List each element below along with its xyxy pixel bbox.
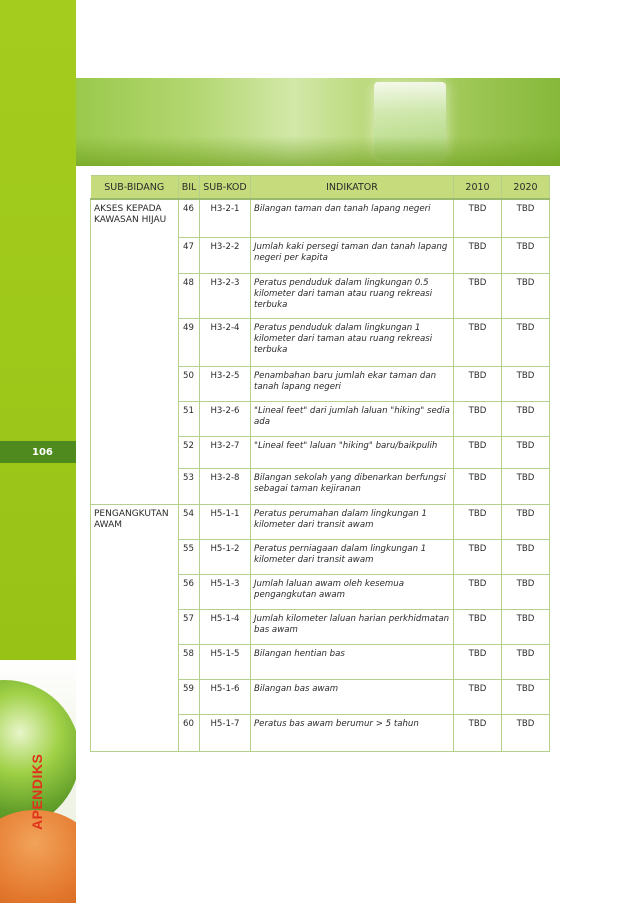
cell-2010: TBD <box>454 539 502 574</box>
cell-sub-bidang <box>91 574 179 609</box>
cell-sub-kod: H5-1-2 <box>200 539 251 574</box>
table-row <box>91 609 550 644</box>
cell-bil: 48 <box>179 273 200 318</box>
cell-sub-bidang: AKSES KEPADA KAWASAN HIJAU <box>91 199 179 237</box>
cell-indikator: Jumlah kaki persegi taman dan tanah lapang negeri per kapita <box>251 237 454 273</box>
cell-sub-bidang <box>91 318 179 366</box>
cell-2020: TBD <box>502 273 550 318</box>
cell-2020: TBD <box>502 644 550 679</box>
cell-2020: TBD <box>502 609 550 644</box>
cell-sub-kod: H5-1-7 <box>200 714 251 751</box>
cell-sub-kod: H5-1-5 <box>200 644 251 679</box>
cell-indikator: Peratus perniagaan dalam lingkungan 1 kilometer dari transit awam <box>251 539 454 574</box>
cell-sub-bidang <box>91 714 179 751</box>
header-2010: 2010 <box>454 176 502 200</box>
cell-2020: TBD <box>502 679 550 714</box>
cell-2010: TBD <box>454 401 502 436</box>
page-number: 106 <box>0 441 76 463</box>
header-indikator: INDIKATOR <box>251 176 454 200</box>
cell-sub-bidang <box>91 401 179 436</box>
cell-sub-kod: H3-2-8 <box>200 468 251 504</box>
header-banner-image <box>76 78 560 166</box>
cell-2010: TBD <box>454 436 502 468</box>
table-row <box>91 436 550 468</box>
cell-sub-kod: H3-2-2 <box>200 237 251 273</box>
cell-bil: 51 <box>179 401 200 436</box>
table-row <box>91 714 550 751</box>
cell-2020: TBD <box>502 237 550 273</box>
cell-2020: TBD <box>502 714 550 751</box>
cell-bil: 57 <box>179 609 200 644</box>
cell-indikator: Peratus penduduk dalam lingkungan 1 kilometer dari taman atau ruang rekreasi terbuka <box>251 318 454 366</box>
cell-indikator: Bilangan sekolah yang dibenarkan berfungsi sebagai taman kejiranan <box>251 468 454 504</box>
cell-indikator: Peratus perumahan dalam lingkungan 1 kilometer dari transit awam <box>251 504 454 539</box>
cell-2020: TBD <box>502 199 550 237</box>
table-row <box>91 366 550 401</box>
cell-indikator: Bilangan hentian bas <box>251 644 454 679</box>
cell-2010: TBD <box>454 468 502 504</box>
table-row <box>91 401 550 436</box>
cell-sub-kod: H3-2-5 <box>200 366 251 401</box>
cell-bil: 58 <box>179 644 200 679</box>
header-bil: BIL <box>179 176 200 200</box>
table-row <box>91 468 550 504</box>
cell-bil: 56 <box>179 574 200 609</box>
header-2020: 2020 <box>502 176 550 200</box>
cell-indikator: Bilangan taman dan tanah lapang negeri <box>251 199 454 237</box>
cell-sub-kod: H3-2-3 <box>200 273 251 318</box>
cell-indikator: Peratus penduduk dalam lingkungan 0.5 kilometer dari taman atau ruang rekreasi terbuka <box>251 273 454 318</box>
cell-bil: 53 <box>179 468 200 504</box>
cell-sub-kod: H3-2-1 <box>200 199 251 237</box>
cell-2020: TBD <box>502 401 550 436</box>
cell-indikator: Jumlah kilometer laluan harian perkhidmatan bas awam <box>251 609 454 644</box>
header-sub-kod: SUB-KOD <box>200 176 251 200</box>
cell-sub-kod: H5-1-3 <box>200 574 251 609</box>
cell-bil: 60 <box>179 714 200 751</box>
cell-sub-kod: H5-1-4 <box>200 609 251 644</box>
cell-2020: TBD <box>502 539 550 574</box>
cell-2010: TBD <box>454 504 502 539</box>
cell-bil: 59 <box>179 679 200 714</box>
cell-indikator: Peratus bas awam berumur > 5 tahun <box>251 714 454 751</box>
cell-sub-kod: H5-1-6 <box>200 679 251 714</box>
cell-sub-bidang <box>91 468 179 504</box>
cell-2010: TBD <box>454 318 502 366</box>
table-row <box>91 539 550 574</box>
cell-sub-kod: H5-1-1 <box>200 504 251 539</box>
cell-indikator: Jumlah laluan awam oleh kesemua pengangkutan awam <box>251 574 454 609</box>
cell-2010: TBD <box>454 714 502 751</box>
cell-bil: 54 <box>179 504 200 539</box>
cell-2020: TBD <box>502 436 550 468</box>
cell-indikator: Bilangan bas awam <box>251 679 454 714</box>
cell-bil: 52 <box>179 436 200 468</box>
cell-sub-bidang <box>91 273 179 318</box>
cell-sub-kod: H3-2-7 <box>200 436 251 468</box>
header-sub-bidang: SUB-BIDANG <box>91 176 179 200</box>
cell-2010: TBD <box>454 237 502 273</box>
cell-bil: 55 <box>179 539 200 574</box>
cell-bil: 46 <box>179 199 200 237</box>
cell-2020: TBD <box>502 504 550 539</box>
indicator-table <box>90 175 550 752</box>
table-row <box>91 644 550 679</box>
cell-sub-kod: H3-2-6 <box>200 401 251 436</box>
table-row <box>91 504 550 539</box>
cell-sub-bidang <box>91 539 179 574</box>
apendiks-label: APENDIKS <box>29 753 45 830</box>
cell-indikator: Penambahan baru jumlah ekar taman dan tanah lapang negeri <box>251 366 454 401</box>
cell-2010: TBD <box>454 644 502 679</box>
cell-sub-bidang <box>91 644 179 679</box>
cell-2020: TBD <box>502 318 550 366</box>
cell-sub-bidang <box>91 237 179 273</box>
cell-indikator: "Lineal feet" laluan "hiking" baru/baikpulih <box>251 436 454 468</box>
cell-2010: TBD <box>454 609 502 644</box>
cell-bil: 47 <box>179 237 200 273</box>
cell-2020: TBD <box>502 574 550 609</box>
cell-2010: TBD <box>454 574 502 609</box>
cell-sub-bidang <box>91 436 179 468</box>
cell-bil: 50 <box>179 366 200 401</box>
table-row <box>91 199 550 237</box>
cell-2020: TBD <box>502 468 550 504</box>
cell-sub-bidang: PENGANGKUTAN AWAM <box>91 504 179 539</box>
cell-sub-bidang <box>91 366 179 401</box>
table-row <box>91 318 550 366</box>
table-row <box>91 273 550 318</box>
cell-2020: TBD <box>502 366 550 401</box>
cell-bil: 49 <box>179 318 200 366</box>
cell-sub-bidang <box>91 609 179 644</box>
side-strip <box>0 0 76 660</box>
cell-sub-kod: H3-2-4 <box>200 318 251 366</box>
cell-2010: TBD <box>454 679 502 714</box>
cell-2010: TBD <box>454 273 502 318</box>
table-row <box>91 237 550 273</box>
table-row <box>91 679 550 714</box>
cell-sub-bidang <box>91 679 179 714</box>
grass-image <box>76 136 560 166</box>
table-header-row <box>91 176 550 200</box>
cell-indikator: "Lineal feet" dari jumlah laluan "hiking" sedia ada <box>251 401 454 436</box>
cell-2010: TBD <box>454 199 502 237</box>
cell-2010: TBD <box>454 366 502 401</box>
table-row <box>91 574 550 609</box>
table-body <box>91 199 550 751</box>
